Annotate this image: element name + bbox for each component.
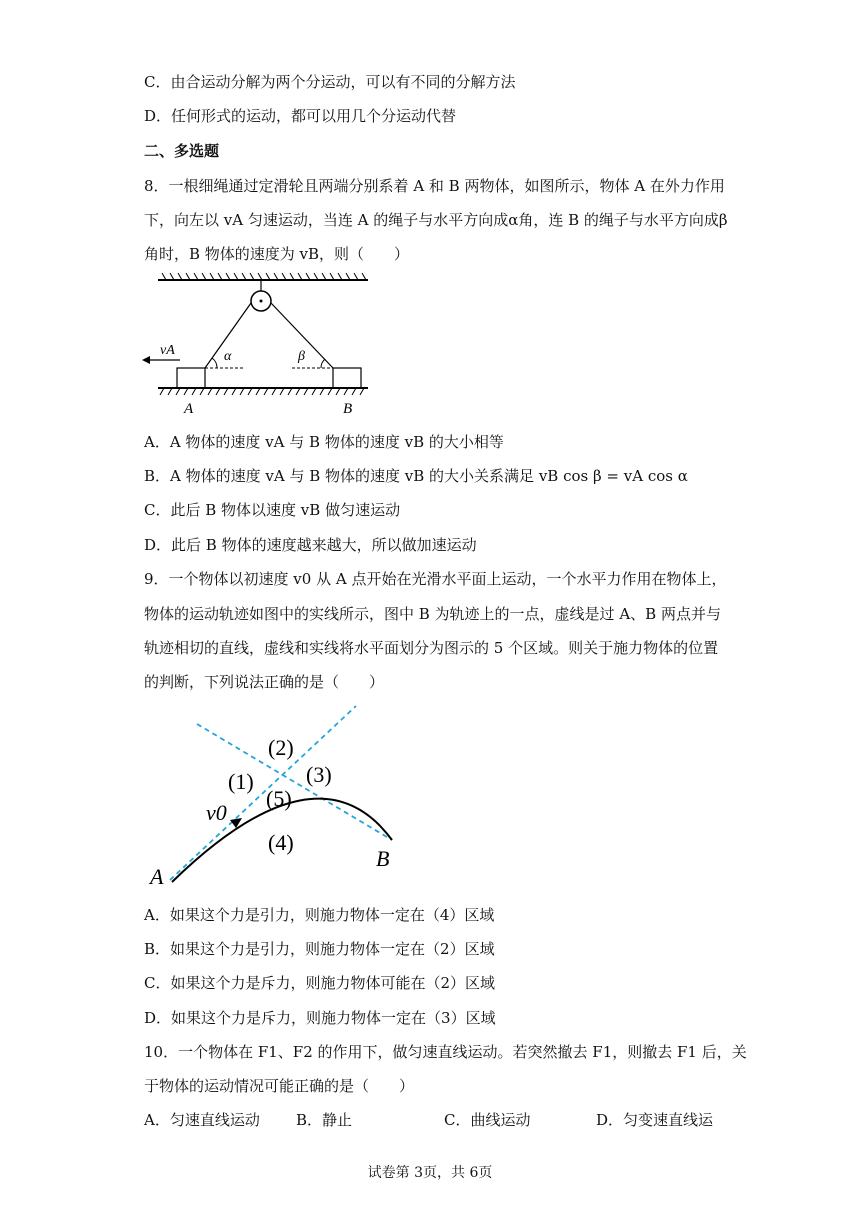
q9-label-v0: v0	[206, 800, 227, 825]
q10-stem-line1: 10．一个物体在 F1、F2 的作用下，做匀速直线运动。若突然撤去 F1，则撤去 F1 后，关	[144, 1043, 747, 1061]
q9-option-a: A．如果这个力是引力，则施力物体一定在（4）区域	[144, 906, 495, 924]
q10-option-a: A．匀速直线运动	[144, 1111, 260, 1129]
q8-option-b: B．A 物体的速度 vA 与 B 物体的速度 vB 的大小关系满足 vB cos β = vA cos α	[144, 467, 688, 485]
q9-label-a: A	[150, 864, 164, 889]
q9-stem-line2: 物体的运动轨迹如图中的实线所示，图中 B 为轨迹上的一点，虚线是过 A、B 两点并与	[144, 605, 721, 623]
q8-label-a: A	[184, 401, 194, 417]
q8-label-b: B	[343, 401, 353, 417]
q8-option-c: C．此后 B 物体以速度 vB 做匀速运动	[144, 501, 401, 519]
q9-region-5: (5)	[266, 786, 292, 811]
q8-label-beta: β	[298, 349, 305, 364]
q9-region-1: (1)	[228, 769, 254, 794]
q10-option-d: D．匀变速直线运	[596, 1111, 714, 1129]
q8-stem-line3: 角时，B 物体的速度为 vB，则（ ）	[144, 245, 410, 263]
q8-pulley-figure	[140, 270, 390, 418]
q8-stem-line2: 下，向左以 vA 匀速运动，当连 A 的绳子与水平方向成α角，连 B 的绳子与水平方向成β	[144, 211, 728, 229]
q10-stem-line2: 于物体的运动情况可能正确的是（ ）	[144, 1077, 415, 1095]
q8-stem-line1: 8．一根细绳通过定滑轮且两端分别系着 A 和 B 两物体，如图所示，物体 A 在外力作用	[144, 177, 725, 195]
q10-option-c: C．曲线运动	[444, 1111, 531, 1129]
q9-stem-line3: 轨迹相切的直线，虚线和实线将水平面划分为图示的 5 个区域。则关于施力物体的位置	[144, 639, 719, 657]
section-title: 二、多选题	[144, 142, 220, 160]
q10-option-b: B．静止	[296, 1111, 353, 1129]
q9-region-3: (3)	[306, 762, 332, 787]
q8-label-alpha: α	[224, 349, 232, 364]
q7-option-c: C．由合运动分解为两个分运动，可以有不同的分解方法	[144, 73, 516, 91]
q9-region-4: (4)	[268, 830, 294, 855]
q9-stem-line4: 的判断，下列说法正确的是（ ）	[144, 673, 385, 691]
q9-trajectory-figure	[140, 700, 410, 890]
q9-stem-line1: 9．一个物体以初速度 v0 从 A 点开始在光滑水平面上运动，一个水平力作用在物体上，	[144, 570, 727, 588]
q9-option-b: B．如果这个力是引力，则施力物体一定在（2）区域	[144, 940, 495, 958]
page-footer: 试卷第 3页，共 6页	[367, 1165, 493, 1181]
q9-label-b: B	[376, 846, 390, 871]
q8-option-a: A．A 物体的速度 vA 与 B 物体的速度 vB 的大小相等	[144, 433, 504, 451]
q9-option-d: D．如果这个力是斥力，则施力物体一定在（3）区域	[144, 1009, 496, 1027]
q7-option-d: D．任何形式的运动，都可以用几个分运动代替	[144, 107, 457, 125]
q9-option-c: C．如果这个力是斥力，则施力物体可能在（2）区域	[144, 974, 496, 992]
q8-option-d: D．此后 B 物体的速度越来越大，所以做加速运动	[144, 536, 477, 554]
q9-region-2: (2)	[268, 735, 294, 760]
q8-label-va: vA	[160, 343, 175, 358]
